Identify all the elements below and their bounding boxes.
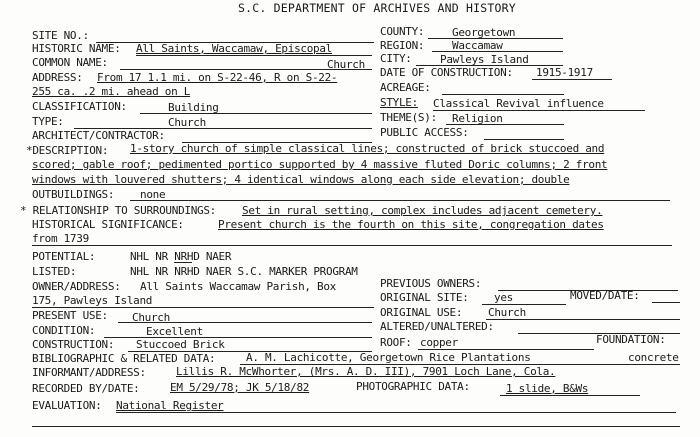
- type-label: TYPE:: [32, 115, 64, 128]
- roof-line: [418, 349, 594, 350]
- condition-label: CONDITION:: [32, 324, 96, 337]
- recorded-label: RECORDED BY/DATE:: [32, 382, 140, 395]
- common-name-label: COMMON NAME:: [32, 56, 108, 69]
- bottom-rule: [32, 426, 680, 427]
- historic-name-value-2: Church: [327, 58, 365, 71]
- county-value: Georgetown: [452, 26, 516, 39]
- themes-value: Religion: [452, 112, 503, 125]
- acreage-line: [442, 94, 564, 95]
- photographic-line: [500, 395, 640, 396]
- listed-options: NHL NR NRHD NAER S.C. MARKER PROGRAM: [130, 265, 358, 278]
- historic-name-label: HISTORIC NAME:: [32, 42, 121, 55]
- classification-value: Building: [168, 101, 219, 114]
- present-use-label: PRESENT USE:: [32, 309, 108, 322]
- description-label: *DESCRIPTION:: [26, 144, 109, 157]
- outbuildings-value: none: [140, 188, 166, 201]
- type-value: Church: [168, 116, 206, 129]
- original-use-label: ORIGINAL USE:: [380, 306, 463, 319]
- potential-options: NHL NR NRHD NAER: [130, 250, 232, 263]
- style-label: STYLE:: [380, 96, 418, 109]
- construction-value: Stuccoed Brick: [136, 338, 225, 351]
- potential-label: POTENTIAL:: [32, 250, 96, 263]
- date-construction-value: 1915-1917: [536, 66, 593, 79]
- foundation-value: concrete: [628, 351, 679, 364]
- public-access-line: [484, 139, 564, 140]
- roof-value: copper: [420, 336, 458, 349]
- description-line-1: 1-story church of simple classical lines; constructed of brick stuccoed and: [130, 142, 605, 155]
- address-value-1: From 17 1.1 mi. on S-22-46, R on S-22-: [97, 71, 338, 84]
- evaluation-label: EVALUATION:: [32, 399, 102, 412]
- address-label: ADDRESS:: [32, 71, 83, 84]
- architect-label: ARCHITECT/CONTRACTOR:: [32, 129, 165, 142]
- acreage-label: ACREAGE:: [380, 81, 431, 94]
- original-use-value: Church: [488, 306, 526, 319]
- city-label: CITY:: [380, 52, 412, 65]
- original-site-line: [482, 304, 566, 305]
- informant-label: INFORMANT/ADDRESS:: [32, 366, 146, 379]
- outbuildings-label: OUTBUILDINGS:: [32, 188, 115, 201]
- significance-value-2: from 1739: [32, 232, 89, 245]
- relationship-value: Set in rural setting, complex includes adjacent cemetery.: [242, 204, 603, 217]
- evaluation-value: National Register: [116, 399, 224, 412]
- region-value: Waccamaw: [452, 39, 503, 52]
- owner-label: OWNER/ADDRESS:: [32, 280, 121, 293]
- bibliographic-value: A. M. Lachicotte, Georgetown Rice Plantations: [246, 351, 531, 364]
- style-line: [433, 110, 645, 111]
- roof-label: ROOF:: [380, 336, 412, 349]
- evaluation-line: [116, 412, 676, 413]
- bibliographic-label: BIBLIOGRAPHIC & RELATED DATA:: [32, 352, 216, 365]
- original-use-line: [486, 319, 680, 320]
- owner-value-1: All Saints Waccamaw Parish, Box: [140, 280, 336, 293]
- original-site-value: yes: [494, 291, 513, 304]
- region-label: REGION:: [380, 39, 425, 52]
- nr-mark: [174, 262, 192, 263]
- previous-owners-label: PREVIOUS OWNERS:: [380, 277, 482, 290]
- owner-line-2: [32, 307, 374, 308]
- informant-value: Lillis R. McWhorter, (Mrs. A. D. III), 7901 Loch Lane, Cola.: [176, 365, 556, 378]
- photographic-label: PHOTOGRAPHIC DATA:: [356, 380, 470, 393]
- classification-label: CLASSIFICATION:: [32, 100, 127, 113]
- significance-label: HISTORICAL SIGNIFICANCE:: [32, 218, 184, 231]
- description-line-3: windows with louvered shutters; 4 identical windows along each side elevation; double: [32, 173, 570, 186]
- listed-label: LISTED:: [32, 265, 77, 278]
- moved-line: [652, 302, 680, 303]
- public-access-label: PUBLIC ACCESS:: [380, 126, 469, 139]
- altered-label: ALTERED/UNALTERED:: [380, 320, 494, 333]
- photographic-value: 1 slide, B&Ws: [506, 382, 589, 395]
- themes-line: [446, 124, 564, 125]
- historic-name-line: [136, 55, 372, 56]
- present-use-line: [118, 322, 372, 323]
- region-line: [432, 51, 563, 52]
- foundation-label: FOUNDATION:: [596, 333, 666, 346]
- themes-label: THEME(S):: [380, 111, 437, 124]
- present-use-value: Church: [132, 311, 170, 324]
- date-construction-line: [532, 79, 612, 80]
- city-value: Pawleys Island: [440, 53, 529, 66]
- relationship-label: * RELATIONSHIP TO SURROUNDINGS:: [20, 204, 216, 217]
- style-value: Classical Revival influence: [433, 97, 604, 110]
- moved-label: MOVED/DATE:: [570, 289, 640, 302]
- significance-line-2: [32, 245, 672, 246]
- construction-label: CONSTRUCTION:: [32, 338, 115, 351]
- county-label: COUNTY:: [380, 25, 425, 38]
- historic-name-value: All Saints, Waccamaw, Episcopal: [136, 42, 332, 55]
- owner-value-2: 175, Pawleys Island: [32, 294, 153, 307]
- significance-value-1: Present church is the fourth on this site, congregation dates: [218, 218, 604, 231]
- site-no-label: SITE NO.:: [32, 29, 89, 42]
- page-title: S.C. DEPARTMENT OF ARCHIVES AND HISTORY: [238, 1, 516, 15]
- description-line-2: scored; gable roof; pedimented portico supported by 4 massive fluted Doric columns; 2 front: [32, 158, 608, 171]
- classification-line: [140, 113, 372, 114]
- condition-value: Excellent: [146, 325, 203, 338]
- original-site-label: ORIGINAL SITE:: [380, 291, 469, 304]
- address-value-2: 255 ca. .2 mi. ahead on L: [32, 85, 191, 98]
- date-construction-label: DATE OF CONSTRUCTION:: [380, 66, 513, 79]
- outbuildings-line: [130, 200, 670, 201]
- recorded-value: EM 5/29/78; JK 5/18/82: [170, 381, 310, 394]
